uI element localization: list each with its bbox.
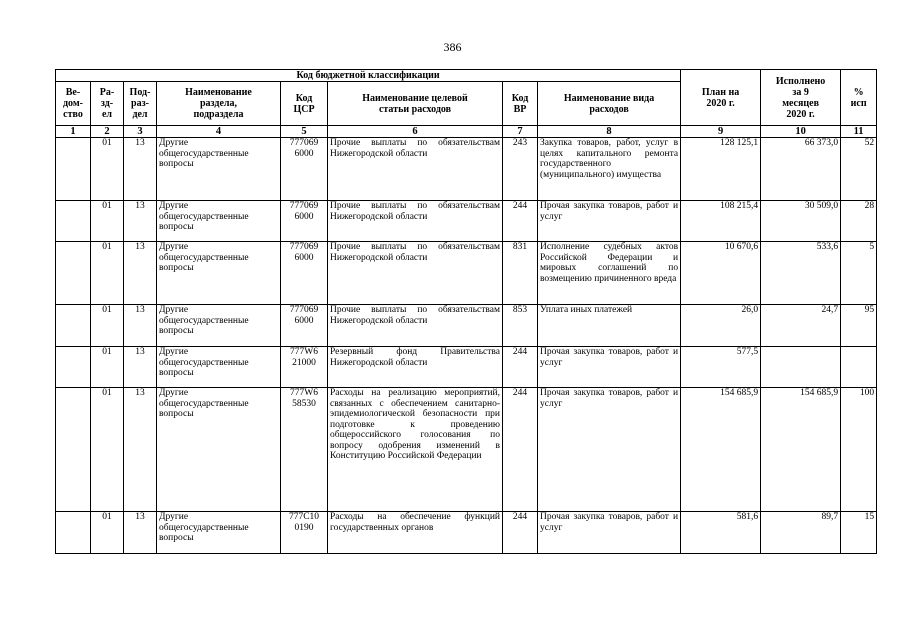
table-row (56, 138, 877, 201)
cell-target-name: Прочие выплаты по обязательствам Нижегородской области (328, 305, 503, 347)
cell-plan: 26,0 (681, 305, 761, 347)
cell-vr: 243 (503, 138, 538, 201)
col-header-target-name: Наименование целевой статьи расходов (328, 82, 503, 126)
cell-pct: 28 (841, 201, 877, 242)
cell-done: 533,6 (761, 242, 841, 305)
col-header-csr: Код ЦСР (281, 82, 328, 126)
cell-pct: 52 (841, 138, 877, 201)
table-row (56, 201, 877, 242)
cell-plan: 577,5 (681, 347, 761, 388)
cell-podrazdel: 13 (124, 201, 157, 242)
cell-section-name: Другие общегосударственные вопросы (157, 512, 281, 554)
cell-razdel: 01 (91, 201, 124, 242)
cell-ved (56, 201, 91, 242)
cell-pct: 95 (841, 305, 877, 347)
cell-done: 154 685,9 (761, 388, 841, 512)
cell-target-name: Резервный фонд Правительства Нижегородской области (328, 347, 503, 388)
cell-ved (56, 347, 91, 388)
column-number: 2 (91, 126, 124, 138)
cell-pct: 100 (841, 388, 877, 512)
column-number: 6 (328, 126, 503, 138)
column-number: 9 (681, 126, 761, 138)
cell-section-name: Другие общегосударственные вопросы (157, 201, 281, 242)
cell-target-name: Прочие выплаты по обязательствам Нижегородской области (328, 138, 503, 201)
cell-kind-name: Прочая закупка товаров, работ и услуг (538, 201, 681, 242)
cell-kind-name: Исполнение судебных актов Российской Федерации и мировых соглашений по возмещению причиненного вреда (538, 242, 681, 305)
cell-razdel: 01 (91, 242, 124, 305)
cell-razdel: 01 (91, 512, 124, 554)
col-header-done: Исполнено за 9 месяцев 2020 г. (761, 70, 841, 126)
cell-razdel: 01 (91, 388, 124, 512)
cell-kind-name: Прочая закупка товаров, работ и услуг (538, 512, 681, 554)
cell-target-name: Прочие выплаты по обязательствам Нижегородской области (328, 242, 503, 305)
col-header-pct: % исп (841, 70, 877, 126)
table-row (56, 242, 877, 305)
cell-ved (56, 242, 91, 305)
page-number: 386 (443, 40, 462, 54)
cell-razdel: 01 (91, 138, 124, 201)
cell-section-name: Другие общегосударственные вопросы (157, 138, 281, 201)
table-row (56, 347, 877, 388)
column-number: 10 (761, 126, 841, 138)
cell-podrazdel: 13 (124, 512, 157, 554)
col-header-kind-name: Наименование вида расходов (538, 82, 681, 126)
cell-plan: 128 125,1 (681, 138, 761, 201)
col-header-podrazdel: Под- раз- дел (124, 82, 157, 126)
table-row (56, 305, 877, 347)
cell-vr: 244 (503, 201, 538, 242)
col-header-razdel: Ра- зд- ел (91, 82, 124, 126)
cell-ved (56, 512, 91, 554)
cell-done: 89,7 (761, 512, 841, 554)
cell-ved (56, 305, 91, 347)
cell-csr: 777W6 21000 (281, 347, 328, 388)
cell-section-name: Другие общегосударственные вопросы (157, 305, 281, 347)
cell-podrazdel: 13 (124, 347, 157, 388)
cell-vr: 244 (503, 512, 538, 554)
cell-kind-name: Прочая закупка товаров, работ и услуг (538, 388, 681, 512)
column-number: 3 (124, 126, 157, 138)
cell-podrazdel: 13 (124, 305, 157, 347)
cell-done: 24,7 (761, 305, 841, 347)
cell-kind-name: Уплата иных платежей (538, 305, 681, 347)
cell-kind-name: Закупка товаров, работ, услуг в целях капитального ремонта государственного (муниципального) имущества (538, 138, 681, 201)
cell-ved (56, 138, 91, 201)
table-row (56, 388, 877, 512)
cell-plan: 581,6 (681, 512, 761, 554)
table-row (56, 512, 877, 554)
column-number: 5 (281, 126, 328, 138)
cell-plan: 108 215,4 (681, 201, 761, 242)
cell-podrazdel: 13 (124, 388, 157, 512)
column-number: 8 (538, 126, 681, 138)
cell-csr: 777C10 0190 (281, 512, 328, 554)
cell-section-name: Другие общегосударственные вопросы (157, 388, 281, 512)
cell-done: 66 373,0 (761, 138, 841, 201)
budget-classification-header: Код бюджетной классификации (56, 70, 681, 82)
col-header-plan: План на 2020 г. (681, 70, 761, 126)
cell-csr: 777069 6000 (281, 201, 328, 242)
cell-plan: 10 670,6 (681, 242, 761, 305)
cell-pct (841, 347, 877, 388)
cell-pct: 5 (841, 242, 877, 305)
col-header-section-name: Наименование раздела, подраздела (157, 82, 281, 126)
column-number: 11 (841, 126, 877, 138)
cell-csr: 777069 6000 (281, 138, 328, 201)
col-header-ved: Ве- дом- ство (56, 82, 91, 126)
cell-csr: 777W6 58530 (281, 388, 328, 512)
cell-pct: 15 (841, 512, 877, 554)
budget-table (55, 69, 877, 554)
cell-razdel: 01 (91, 347, 124, 388)
cell-razdel: 01 (91, 305, 124, 347)
cell-vr: 244 (503, 388, 538, 512)
cell-vr: 831 (503, 242, 538, 305)
column-number: 4 (157, 126, 281, 138)
cell-kind-name: Прочая закупка товаров, работ и услуг (538, 347, 681, 388)
cell-target-name: Расходы на обеспечение функций государственных органов (328, 512, 503, 554)
cell-csr: 777069 6000 (281, 242, 328, 305)
cell-done (761, 347, 841, 388)
cell-podrazdel: 13 (124, 138, 157, 201)
cell-target-name: Расходы на реализацию мероприятий, связанных с обеспечением санитарно-эпидемиологической безопасности при подготовке к проведению общероссийского голосования по вопросу одобрения изменений в Конституцию Российской Федерации (328, 388, 503, 512)
cell-done: 30 509,0 (761, 201, 841, 242)
cell-vr: 853 (503, 305, 538, 347)
col-header-vr: Код ВР (503, 82, 538, 126)
cell-csr: 777069 6000 (281, 305, 328, 347)
cell-vr: 244 (503, 347, 538, 388)
cell-ved (56, 388, 91, 512)
cell-section-name: Другие общегосударственные вопросы (157, 242, 281, 305)
cell-section-name: Другие общегосударственные вопросы (157, 347, 281, 388)
cell-target-name: Прочие выплаты по обязательствам Нижегородской области (328, 201, 503, 242)
cell-plan: 154 685,9 (681, 388, 761, 512)
column-number: 7 (503, 126, 538, 138)
column-number: 1 (56, 126, 91, 138)
cell-podrazdel: 13 (124, 242, 157, 305)
